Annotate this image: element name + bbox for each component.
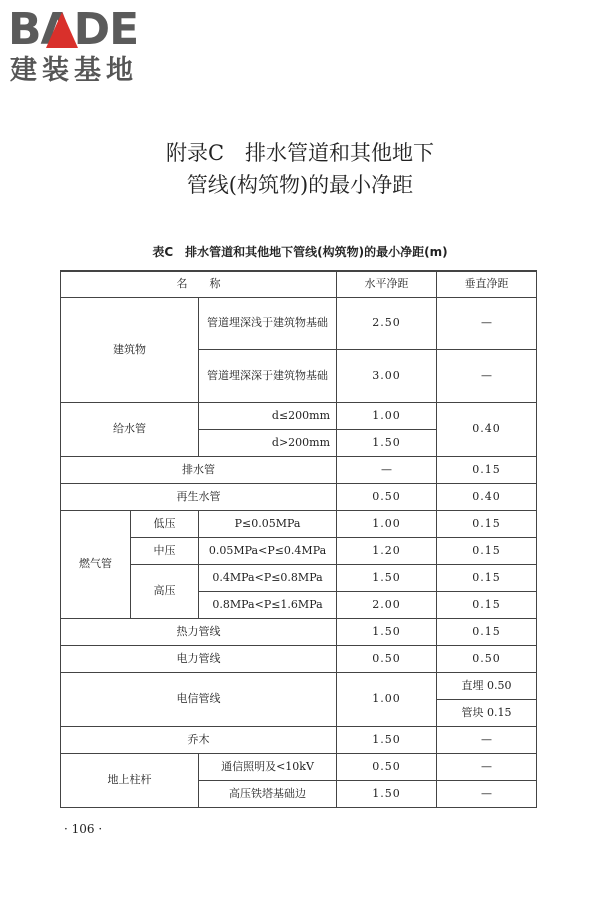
logo-chinese-name: 建装基地 xyxy=(10,55,138,86)
pole-tower-h: 1.50 xyxy=(337,780,437,807)
telecom-v-direct: 直埋 0.50 xyxy=(437,672,537,699)
gas-high-b-v: 0.15 xyxy=(437,591,537,618)
water-supply-v: 0.40 xyxy=(437,402,537,456)
building-deep-h: 3.00 xyxy=(337,349,437,402)
heat-v: 0.15 xyxy=(437,618,537,645)
power-v: 0.50 xyxy=(437,645,537,672)
heat-label: 热力管线 xyxy=(61,618,337,645)
table-row xyxy=(61,456,537,483)
drain-h: — xyxy=(337,456,437,483)
gas-high-a-h: 1.50 xyxy=(337,564,437,591)
gas-high-b-h: 2.00 xyxy=(337,591,437,618)
tree-v: — xyxy=(437,726,537,753)
gas-low-v: 0.15 xyxy=(437,510,537,537)
table-row xyxy=(61,402,537,429)
water-small-h: 1.00 xyxy=(337,402,437,429)
table-row xyxy=(61,672,537,699)
table-row xyxy=(61,564,537,591)
building-shallow-h: 2.50 xyxy=(337,297,437,349)
gas-low-h: 1.00 xyxy=(337,510,437,537)
page-number: · 106 · xyxy=(64,822,103,836)
building-deep-desc: 管道埋深深于建筑物基础 xyxy=(199,349,337,402)
table-row xyxy=(61,618,537,645)
table-caption: 表C 排水管道和其他地下管线(构筑物)的最小净距(m) xyxy=(152,245,448,259)
reclaimed-label: 再生水管 xyxy=(61,483,337,510)
gas-low-desc: P≤0.05MPa xyxy=(199,510,337,537)
table-row xyxy=(61,537,537,564)
table-row xyxy=(61,297,537,349)
table-row xyxy=(61,510,537,537)
pole-light-v: — xyxy=(437,753,537,780)
logo-triangle-mark xyxy=(46,12,78,48)
heat-h: 1.50 xyxy=(337,618,437,645)
reclaimed-h: 0.50 xyxy=(337,483,437,510)
gas-high-label: 高压 xyxy=(131,564,199,618)
header-name: 名 称 xyxy=(61,271,337,297)
table-row xyxy=(61,726,537,753)
gas-mid-label: 中压 xyxy=(131,537,199,564)
gas-mid-desc: 0.05MPa<P≤0.4MPa xyxy=(199,537,337,564)
water-small-desc: d≤200mm xyxy=(199,402,337,429)
power-label: 电力管线 xyxy=(61,645,337,672)
pole-light-desc: 通信照明及<10kV xyxy=(199,753,337,780)
gas-high-a-v: 0.15 xyxy=(437,564,537,591)
telecom-v-block: 管块 0.15 xyxy=(437,699,537,726)
logo-wordmark: BADE xyxy=(8,4,139,55)
water-large-h: 1.50 xyxy=(337,429,437,456)
drain-label: 排水管 xyxy=(61,456,337,483)
building-shallow-v: — xyxy=(437,297,537,349)
telecom-label: 电信管线 xyxy=(61,672,337,726)
water-large-desc: d>200mm xyxy=(199,429,337,456)
pole-tower-desc: 高压铁塔基础边 xyxy=(199,780,337,807)
appendix-title-line2: 管线(构筑物)的最小净距 xyxy=(186,173,414,197)
table-row xyxy=(61,753,537,780)
appendix-title-line1: 附录C 排水管道和其他地下 xyxy=(165,141,435,165)
clearance-table xyxy=(60,270,537,808)
gas-label: 燃气管 xyxy=(61,510,131,618)
gas-high-a-desc: 0.4MPa<P≤0.8MPa xyxy=(199,564,337,591)
building-deep-v: — xyxy=(437,349,537,402)
logo xyxy=(8,6,178,86)
pole-light-h: 0.50 xyxy=(337,753,437,780)
table-row xyxy=(61,645,537,672)
building-shallow-desc: 管道埋深浅于建筑物基础 xyxy=(199,297,337,349)
water-supply-label: 给水管 xyxy=(61,402,199,456)
building-label: 建筑物 xyxy=(61,297,199,402)
gas-mid-h: 1.20 xyxy=(337,537,437,564)
pole-label: 地上柱杆 xyxy=(61,753,199,807)
gas-mid-v: 0.15 xyxy=(437,537,537,564)
power-h: 0.50 xyxy=(337,645,437,672)
drain-v: 0.15 xyxy=(437,456,537,483)
telecom-h: 1.00 xyxy=(337,672,437,726)
pole-tower-v: — xyxy=(437,780,537,807)
gas-low-label: 低压 xyxy=(131,510,199,537)
tree-label: 乔木 xyxy=(61,726,337,753)
tree-h: 1.50 xyxy=(337,726,437,753)
header-horizontal: 水平净距 xyxy=(337,271,437,297)
reclaimed-v: 0.40 xyxy=(437,483,537,510)
table-header-row xyxy=(61,271,537,297)
gas-high-b-desc: 0.8MPa<P≤1.6MPa xyxy=(199,591,337,618)
table-row xyxy=(61,483,537,510)
header-vertical: 垂直净距 xyxy=(437,271,537,297)
